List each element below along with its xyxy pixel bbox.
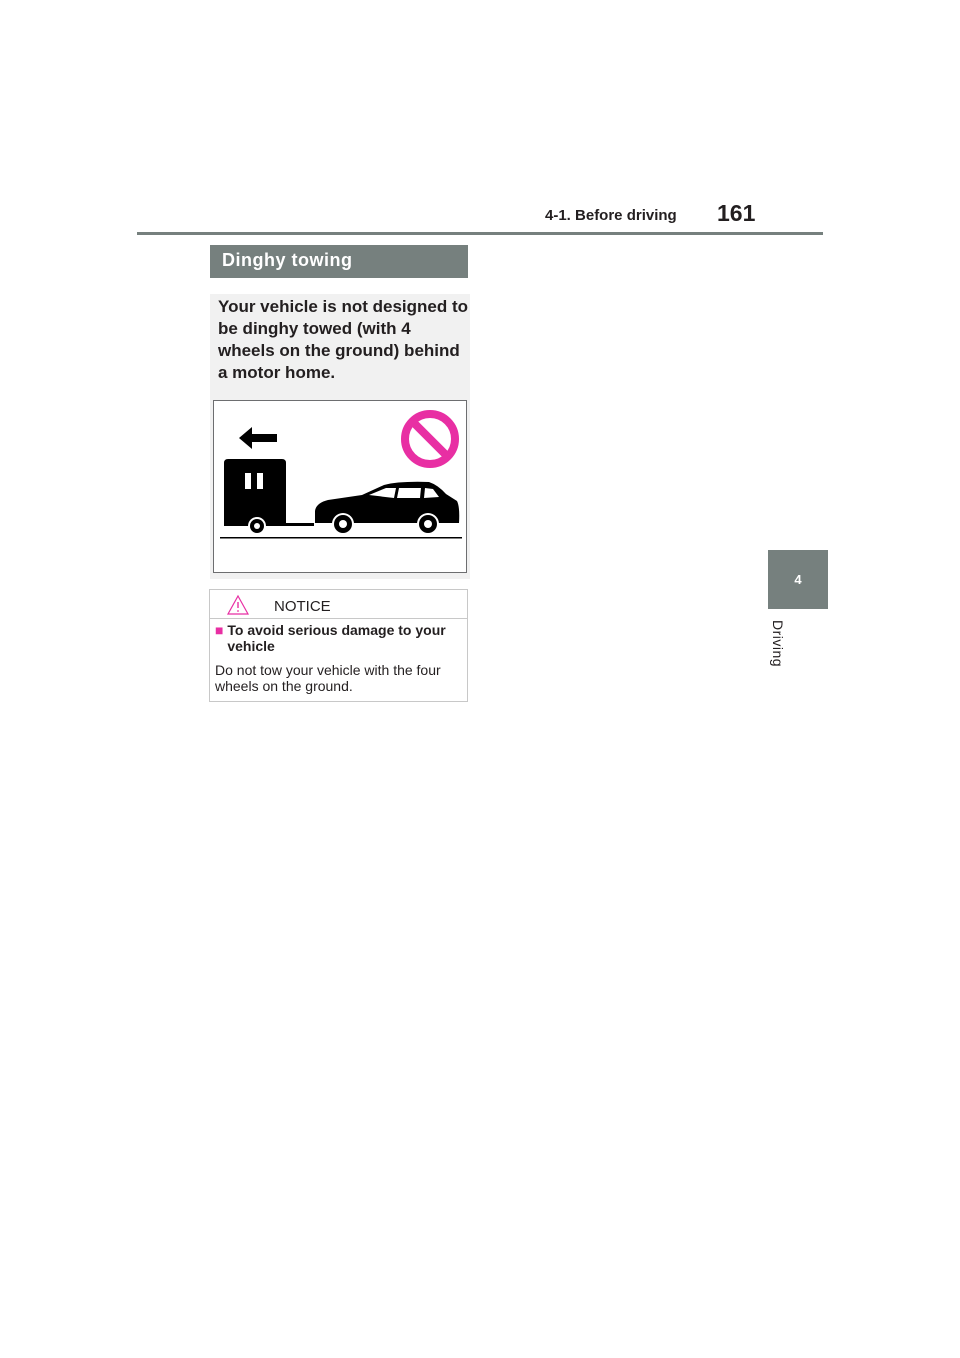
notice-heading — [215, 622, 460, 654]
chapter-tab — [768, 550, 828, 609]
chapter-title: Driving — [770, 620, 786, 668]
towing-illustration — [213, 400, 467, 573]
notice-box — [209, 589, 468, 702]
notice-body: Do not tow your vehicle with the four wheels on the ground. — [215, 662, 441, 694]
arrow-left-icon — [239, 427, 277, 449]
notice-heading-text: To avoid serious damage to your vehicle — [227, 622, 446, 654]
motor-home-icon — [224, 459, 314, 535]
summary-text: Your vehicle is not designed to be dinghy towed (with 4 wheels on the ground) behind a motor home. — [218, 297, 469, 382]
section-title: 4-1. Before driving — [545, 207, 677, 224]
warning-triangle-icon — [226, 594, 250, 616]
prohibition-icon — [405, 414, 455, 464]
page-number: 161 — [717, 200, 756, 226]
ground-line — [220, 537, 462, 539]
section-heading: Dinghy towing — [210, 245, 468, 278]
notice-bullet: ■ — [215, 622, 224, 638]
notice-header — [226, 594, 446, 616]
summary-box — [210, 294, 470, 579]
chapter-number: 4 — [794, 572, 802, 587]
notice-label: NOTICE — [274, 598, 331, 615]
header-rule — [137, 232, 823, 235]
towing-figure — [214, 401, 466, 572]
car-icon — [315, 482, 459, 535]
notice-divider — [210, 618, 467, 619]
